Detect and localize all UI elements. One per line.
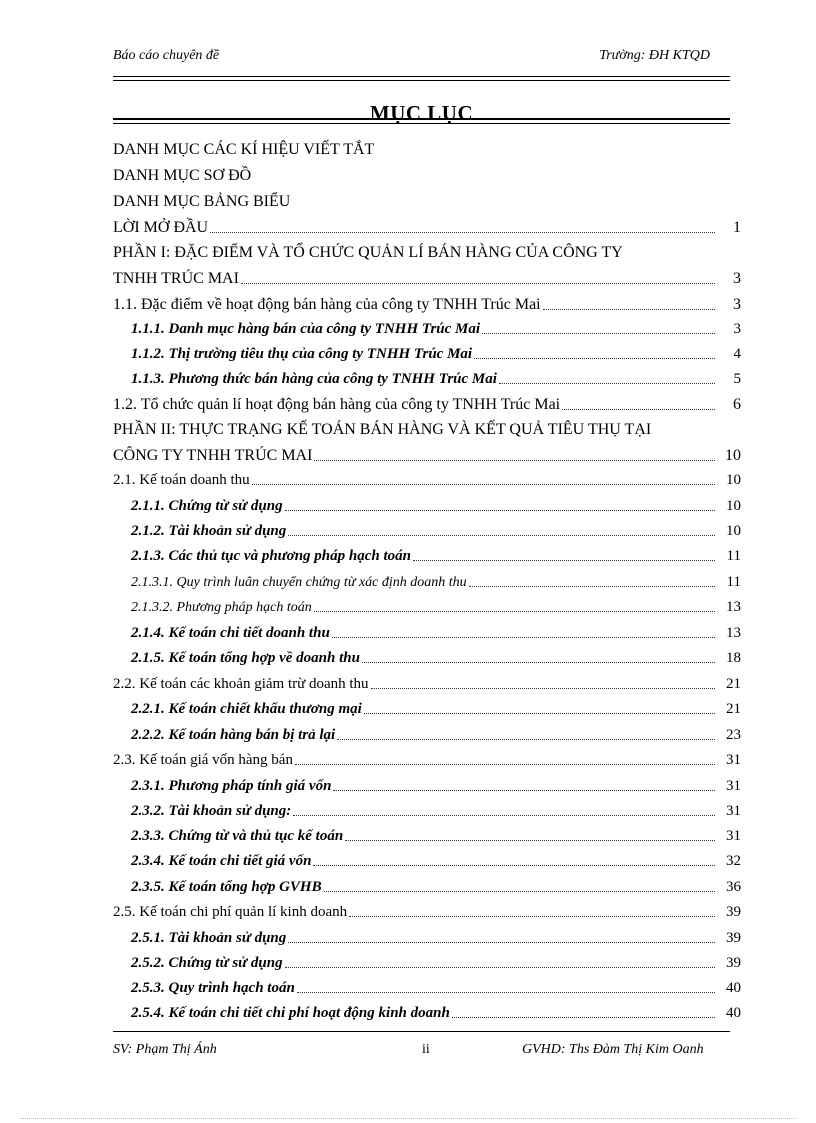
title-rule-bottom xyxy=(113,123,730,124)
toc-entry: 1.1.3. Phương thức bán hàng của công ty TNHH Trúc Mai 5 xyxy=(131,371,741,387)
header-school: Trường: ĐH KTQD xyxy=(599,48,710,63)
header-report-title: Báo cáo chuyên đề xyxy=(113,48,220,63)
header-rule-bottom xyxy=(113,80,730,81)
toc-entry: 2.3.2. Tài khoản sử dụng: 31 xyxy=(131,803,741,819)
footer-student: SV: Phạm Thị Ánh xyxy=(113,1042,217,1057)
toc-entry: PHẦN I: ĐẶC ĐIỂM VÀ TỔ CHỨC QUẢN LÍ BÁN HÀNG CỦA CÔNG TY xyxy=(113,244,623,261)
toc-entry: 1.1.2. Thị trường tiêu thụ của công ty TNHH Trúc Mai 4 xyxy=(131,346,741,362)
toc-entry: TNHH TRÚC MAI 3 xyxy=(113,270,741,287)
toc-entry: 2.5.1. Tài khoản sử dụng 39 xyxy=(131,930,741,946)
toc-entry: 2.5. Kế toán chi phí quản lí kinh doanh 39 xyxy=(113,904,741,920)
toc-entry: 2.5.4. Kế toán chi tiết chi phí hoạt động kinh doanh 40 xyxy=(131,1005,741,1021)
toc-entry: 2.3. Kế toán giá vốn hàng bán 31 xyxy=(113,752,741,768)
toc-entry: 2.3.3. Chứng từ và thủ tục kế toán 31 xyxy=(131,828,741,844)
footer-page-number: ii xyxy=(422,1042,430,1057)
toc-entry: 2.2.1. Kế toán chiết khấu thương mại 21 xyxy=(131,701,741,717)
toc-entry: 2.1.2. Tài khoản sử dụng 10 xyxy=(131,523,741,539)
toc-entry: 1.2. Tổ chức quản lí hoạt động bán hàng của công ty TNHH Trúc Mai 6 xyxy=(113,396,741,413)
footer-supervisor: GVHD: Ths Đàm Thị Kim Oanh xyxy=(522,1042,704,1057)
toc-entry: LỜI MỞ ĐẦU 1 xyxy=(113,219,741,236)
page-edge-dots xyxy=(20,1118,796,1119)
page-header xyxy=(113,48,728,70)
toc-entry: 2.5.2. Chứng từ sử dụng 39 xyxy=(131,955,741,971)
toc-plain-item: DANH MỤC BẢNG BIỂU xyxy=(113,193,291,210)
toc-entry: 2.3.5. Kế toán tổng hợp GVHB 36 xyxy=(131,879,741,895)
toc-entry: 2.5.3. Quy trình hạch toán 40 xyxy=(131,980,741,996)
toc-entry: PHẦN II: THỰC TRẠNG KẾ TOÁN BÁN HÀNG VÀ KẾT QUẢ TIÊU THỤ TẠI xyxy=(113,421,652,438)
toc-entry: CÔNG TY TNHH TRÚC MAI 10 xyxy=(113,447,741,464)
toc-entry: 2.1.3. Các thủ tục và phương pháp hạch toán 11 xyxy=(131,548,741,564)
toc-entry: 2.1.5. Kế toán tổng hợp về doanh thu 18 xyxy=(131,650,741,666)
header-rule-top xyxy=(113,76,730,77)
toc-entry: 2.1.3.2. Phương pháp hạch toán 13 xyxy=(131,599,741,615)
toc-entry: 2.1.3.1. Quy trình luân chuyển chứng từ xác định doanh thu 11 xyxy=(131,574,741,590)
toc-entry: 2.1. Kế toán doanh thu 10 xyxy=(113,472,741,488)
toc-entry: 2.2. Kế toán các khoản giảm trừ doanh thu 21 xyxy=(113,676,741,692)
toc-entry: 2.2.2. Kế toán hàng bán bị trả lại 23 xyxy=(131,727,741,743)
toc-entry: 2.3.4. Kế toán chi tiết giá vốn 32 xyxy=(131,853,741,869)
toc-plain-item: DANH MỤC CÁC KÍ HIỆU VIẾT TẮT xyxy=(113,141,375,158)
toc-entry: 1.1.1. Danh mục hàng bán của công ty TNHH Trúc Mai 3 xyxy=(131,321,741,337)
toc-entry: 2.1.1. Chứng từ sử dụng 10 xyxy=(131,498,741,514)
toc-plain-item: DANH MỤC SƠ ĐỒ xyxy=(113,167,252,184)
toc-entry: 1.1. Đặc điểm về hoạt động bán hàng của công ty TNHH Trúc Mai 3 xyxy=(113,296,741,313)
page-title: MỤC LỤC xyxy=(369,101,474,125)
footer-rule xyxy=(113,1031,730,1032)
toc-entry: 2.3.1. Phương pháp tính giá vốn 31 xyxy=(131,778,741,794)
toc-entry: 2.1.4. Kế toán chi tiết doanh thu 13 xyxy=(131,625,741,641)
